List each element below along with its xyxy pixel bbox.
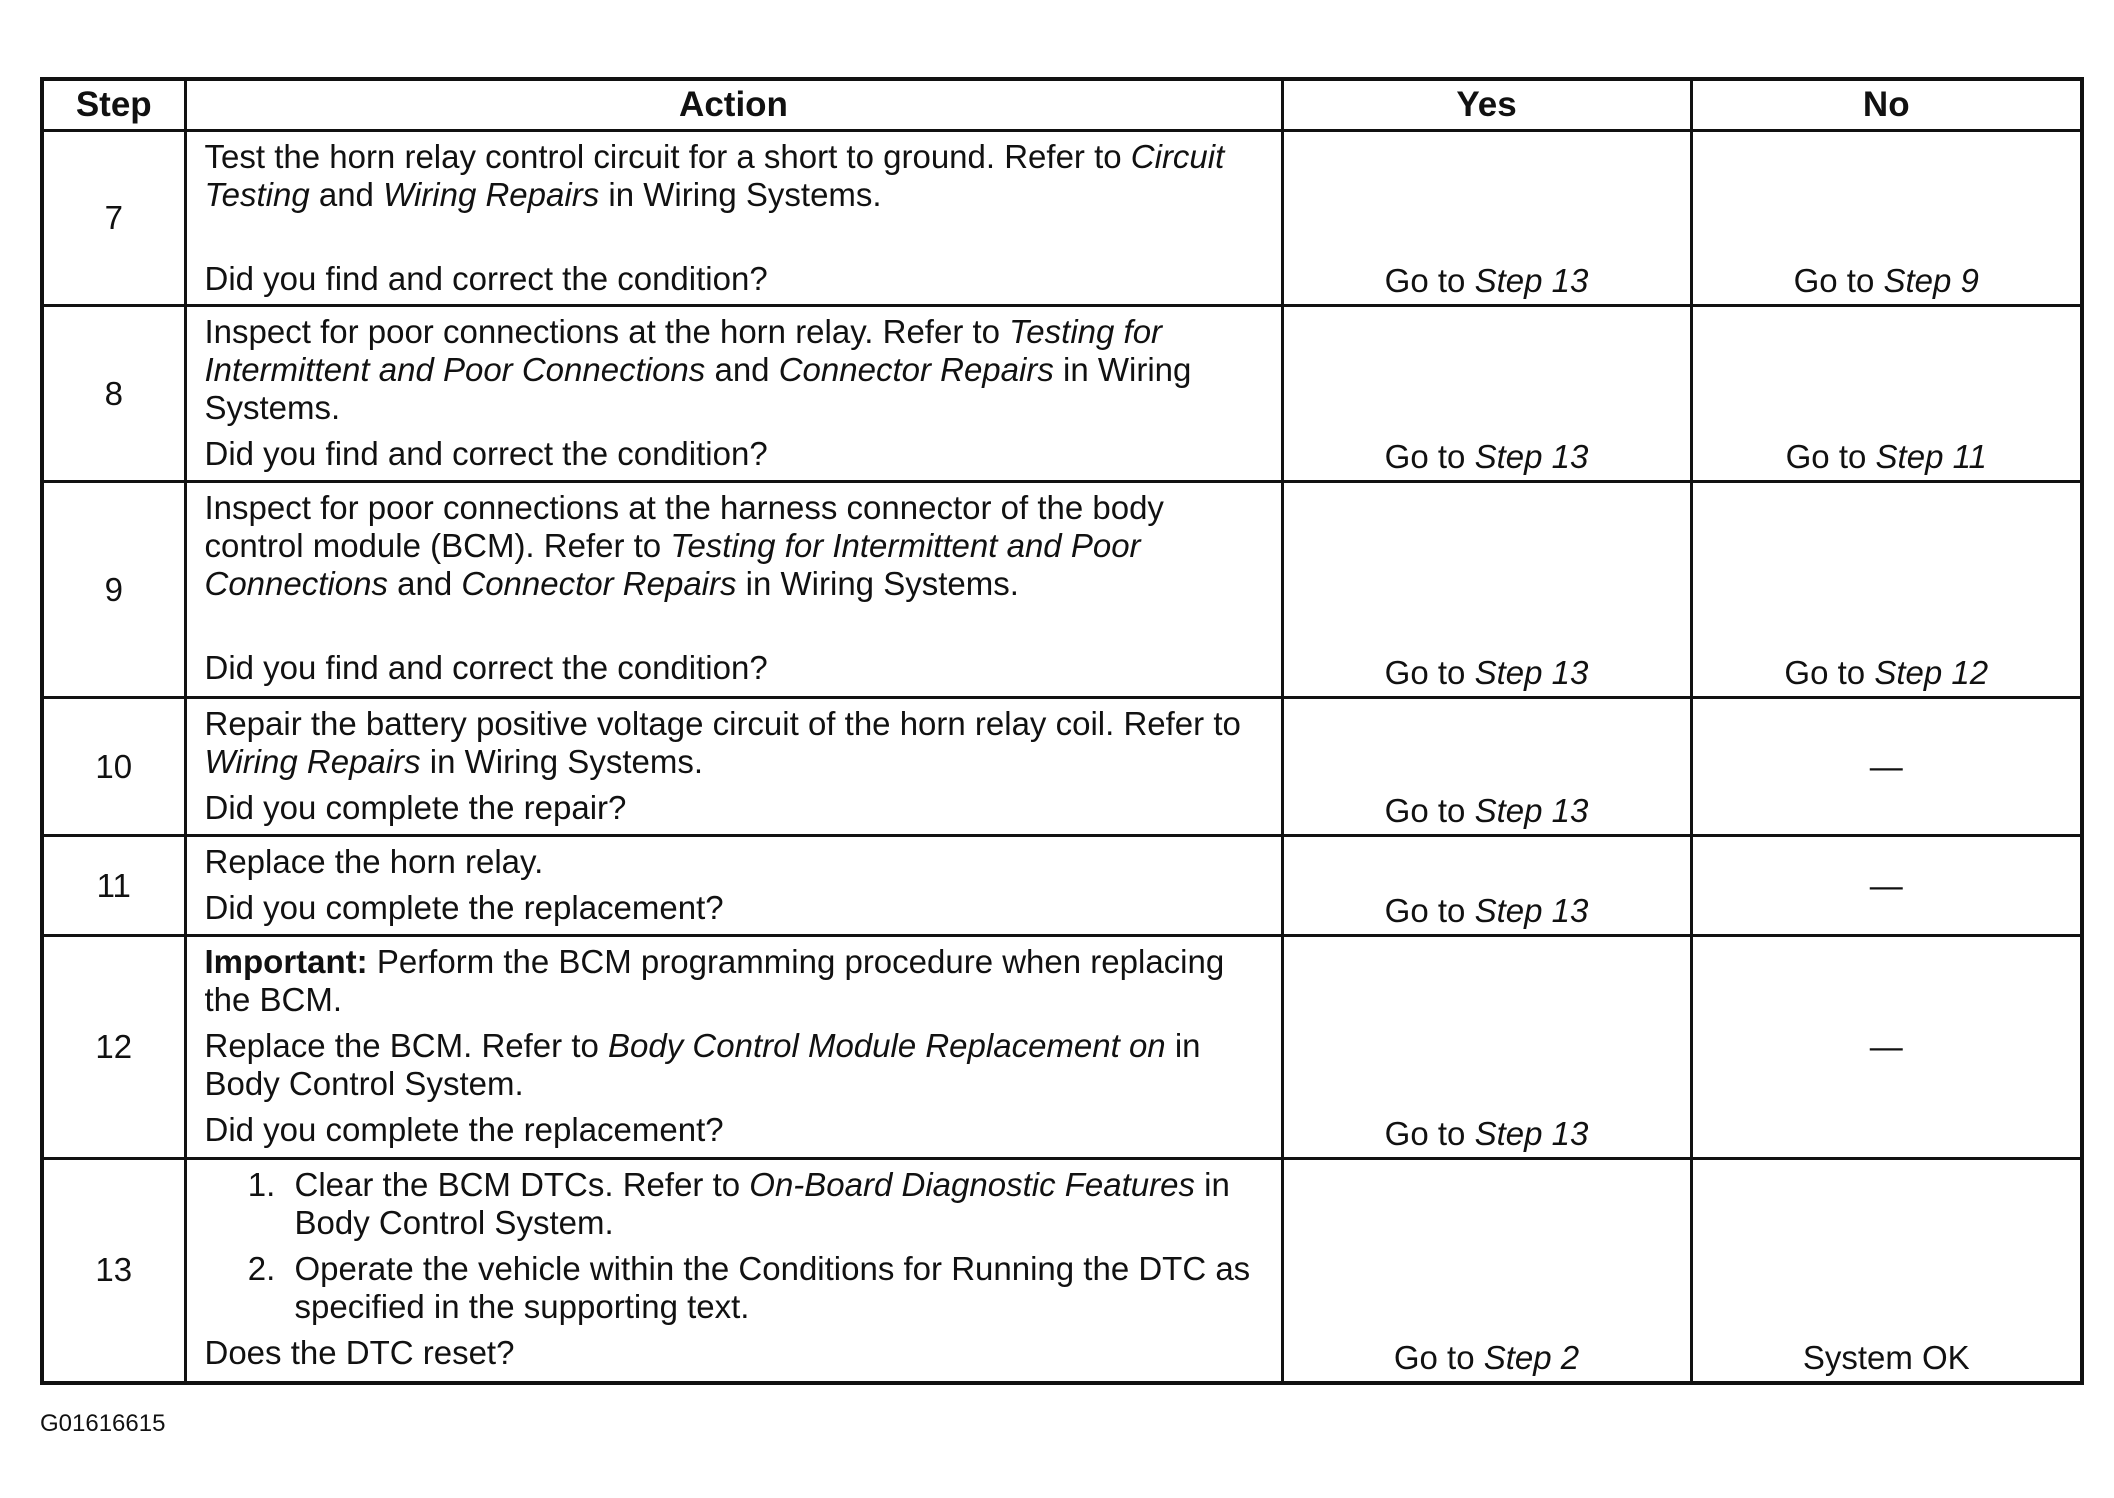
text-run: Go to (1785, 438, 1876, 475)
yes-cell (1282, 131, 1691, 306)
header-row (42, 79, 2082, 131)
no-cell-dash: — (1691, 836, 2082, 936)
table-row-step-8 (42, 306, 2082, 482)
no-cell-dash: — (1691, 698, 2082, 836)
text-italic: Wiring Repairs (204, 743, 421, 780)
text-run: Clear the BCM DTCs. Refer to (294, 1166, 750, 1203)
no-cell: System OK (1691, 1159, 2082, 1383)
no-cell (1691, 131, 2082, 306)
text-italic: Testing for Intermittent and Poor Connections (204, 527, 1141, 602)
text-run: in Body Control System. (204, 1027, 1201, 1102)
text-run: Go to (1393, 1338, 1484, 1376)
text-run: Go to (1384, 654, 1475, 691)
header-yes: Yes (1282, 79, 1691, 131)
text-run: Test the horn relay control circuit for a short to ground. Refer to (204, 138, 1131, 175)
step-number: 11 (42, 836, 185, 936)
header-step: Step (42, 79, 185, 131)
action-cell (185, 698, 1282, 836)
text-run: Go to (1384, 892, 1475, 929)
action-cell (185, 836, 1282, 936)
question-text: Did you complete the replacement? (204, 1111, 724, 1148)
question-text: Did you find and correct the condition? (204, 260, 768, 297)
action-text (205, 705, 1261, 781)
step-number: 10 (42, 698, 185, 836)
action-text: Replace the horn relay. (204, 843, 544, 880)
table-row-step-12 (42, 936, 2082, 1159)
no-cell-dash: — (1691, 936, 2082, 1159)
yes-cell (1282, 482, 1691, 698)
text-run: Go to (1384, 438, 1475, 475)
yes-cell (1282, 836, 1691, 936)
important-note (205, 943, 1261, 1019)
action-cell (185, 131, 1282, 306)
yes-cell (1282, 698, 1691, 836)
step-reference: Step 9 (1883, 262, 1979, 299)
step-reference: Step 13 (1474, 262, 1589, 299)
question-text: Did you complete the repair? (204, 789, 627, 826)
table-row-step-7 (42, 131, 2082, 306)
step-number: 12 (42, 936, 185, 1159)
question-text: Did you find and correct the condition? (204, 649, 768, 686)
text-run: Repair the battery positive voltage circuit of the horn relay coil. Refer to (204, 705, 1241, 742)
text-italic: On-Board Diagnostic Features (749, 1166, 1195, 1203)
step-reference: Step 2 (1483, 1338, 1580, 1376)
question-text: Did you complete the replacement? (204, 889, 724, 926)
text-run: in Wiring Systems. (599, 176, 882, 213)
header-action: Action (185, 79, 1282, 131)
step-reference: Step 13 (1474, 1115, 1589, 1152)
text-run: in Wiring Systems. (204, 351, 1192, 426)
header-no: No (1691, 79, 2082, 131)
text-run: in Body Control System. (294, 1166, 1230, 1241)
step-number: 13 (42, 1159, 185, 1383)
list-item: 2. Operate the vehicle within the Conditions for Running the DTC as specified in the supporting text. (285, 1250, 1261, 1326)
step-number: 9 (42, 482, 185, 698)
no-cell (1691, 482, 2082, 698)
yes-cell (1282, 306, 1691, 482)
text-italic: Connector Repairs (461, 565, 737, 602)
text-run: and (705, 351, 779, 388)
step-reference: Step 13 (1474, 892, 1589, 929)
text-run: Inspect for poor connections at the horn relay. Refer to (204, 313, 1010, 350)
text-italic: Circuit Testing (204, 138, 1225, 213)
action-text (205, 313, 1261, 427)
step-reference: Step 11 (1875, 438, 1987, 475)
yes-cell (1282, 1159, 1691, 1383)
action-list (205, 1166, 1261, 1326)
text-run: Go to (1384, 792, 1475, 829)
action-cell (185, 936, 1282, 1159)
text-italic: Body Control Module Replacement on (608, 1027, 1166, 1064)
text-run: Replace the BCM. Refer to (204, 1027, 609, 1064)
list-item (285, 1166, 1261, 1242)
no-cell (1691, 306, 2082, 482)
table-row-step-11 (42, 836, 2082, 936)
text-run: Go to (1384, 1115, 1475, 1152)
important-label: Important: (204, 943, 368, 980)
step-reference: Step 12 (1874, 654, 1989, 691)
step-reference: Step 13 (1474, 792, 1589, 829)
text-italic: Connector Repairs (778, 351, 1054, 388)
text-run: Inspect for poor connections at the harness connector of the body control module (BCM). Refer to (204, 489, 1164, 564)
diagnostic-table (40, 77, 2084, 1385)
text-italic: Testing for Intermittent and Poor Connections (204, 313, 1163, 388)
step-reference: Step 13 (1474, 654, 1589, 691)
text-run: and (309, 176, 384, 213)
action-cell (185, 1159, 1282, 1383)
action-text (205, 489, 1261, 603)
question-text: Did you find and correct the condition? (204, 435, 768, 472)
step-reference: Step 13 (1474, 438, 1589, 475)
step-number: 8 (42, 306, 185, 482)
yes-cell (1282, 936, 1691, 1159)
text-run: and (387, 565, 462, 602)
text-run: in Wiring Systems. (420, 743, 703, 780)
text-italic: Wiring Repairs (383, 176, 600, 213)
action-cell (185, 482, 1282, 698)
text-run: Go to (1793, 262, 1884, 299)
step-number: 7 (42, 131, 185, 306)
text-run: Go to (1784, 654, 1875, 691)
action-cell (185, 306, 1282, 482)
table-row-step-10 (42, 698, 2082, 836)
figure-id: G01616615 (40, 1410, 166, 1437)
action-text (205, 138, 1261, 214)
action-text (205, 1027, 1261, 1103)
text-run: Perform the BCM programming procedure when replacing the BCM. (204, 943, 1225, 1018)
question-text: Does the DTC reset? (204, 1334, 515, 1371)
text-run: Go to (1384, 262, 1475, 299)
table-row-step-9 (42, 482, 2082, 698)
table-row-step-13 (42, 1159, 2082, 1383)
text-run: in Wiring Systems. (736, 565, 1019, 602)
